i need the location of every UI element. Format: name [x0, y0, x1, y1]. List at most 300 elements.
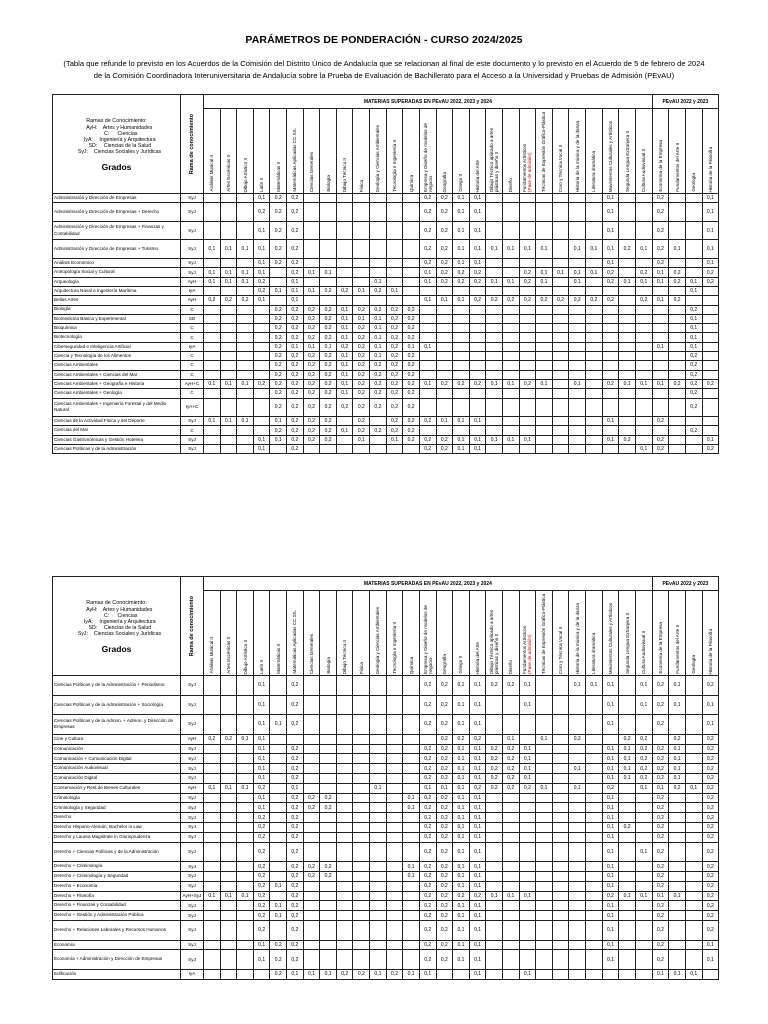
weight-cell [552, 901, 569, 911]
weight-cell [669, 314, 686, 323]
weight-cell: 0,1 [370, 333, 387, 342]
weight-cell [403, 950, 420, 970]
legend-code: SD: [88, 625, 98, 632]
subject-label: Matemáticas II [275, 162, 281, 192]
weight-cell: 0,2 [270, 203, 287, 222]
weight-cell [586, 744, 603, 754]
weight-cell: 0,2 [287, 695, 304, 715]
weight-cell [569, 286, 586, 295]
weight-cell: 0,2 [702, 813, 719, 823]
subject-label: Cultura Audiovisual II [641, 148, 647, 192]
weight-cell: 0,1 [453, 881, 470, 891]
weight-cell: 0,1 [419, 268, 436, 277]
degree-branch: C [181, 426, 204, 435]
weight-cell [602, 445, 619, 454]
weight-cell: 0,2 [635, 773, 652, 783]
weight-cell [569, 305, 586, 314]
weight-cell: 0,2 [336, 342, 353, 351]
weight-cell: 0,2 [685, 305, 702, 314]
weight-cell: 0,1 [669, 754, 686, 764]
weight-cell [320, 676, 337, 696]
weight-cell [586, 822, 603, 832]
weight-cell: 0,1 [453, 240, 470, 259]
weight-cell: 0,2 [669, 379, 686, 388]
weight-cell [204, 398, 221, 417]
weight-cell [586, 389, 603, 398]
weight-cell: 0,2 [652, 435, 669, 444]
degree-name: Edificación [53, 969, 181, 979]
weight-cell [436, 389, 453, 398]
degree-branch: SyJ [181, 445, 204, 454]
weight-cell [320, 754, 337, 764]
degree-branch: AyH [181, 296, 204, 305]
weight-cell: 0,1 [569, 240, 586, 259]
weight-cell [220, 333, 237, 342]
weight-cell [552, 783, 569, 793]
weight-cell [586, 259, 603, 268]
weight-cell [536, 435, 553, 444]
weight-cell [519, 950, 536, 970]
weight-cell [685, 259, 702, 268]
degree-name: Ciencias Ambientales [53, 361, 181, 370]
weight-cell [552, 813, 569, 823]
weight-cell [552, 715, 569, 735]
weight-cell: 0,1 [253, 240, 270, 259]
weight-cell [569, 793, 586, 803]
legend-code: SyJ: [77, 149, 88, 156]
weight-cell [569, 822, 586, 832]
weight-cell: 0,1 [685, 324, 702, 333]
weight-cell: 0,2 [702, 881, 719, 891]
weight-cell [586, 435, 603, 444]
weight-cell: 0,1 [353, 286, 370, 295]
header-group-row [53, 577, 719, 591]
weight-cell: 0,2 [436, 445, 453, 454]
weight-cell [220, 435, 237, 444]
subject-label: Geología [691, 655, 697, 674]
weight-cell [336, 734, 353, 744]
weight-cell: 0,2 [502, 296, 519, 305]
weight-cell [536, 813, 553, 823]
weight-cell [204, 793, 221, 803]
weight-cell [220, 324, 237, 333]
weight-cell [204, 221, 221, 240]
weight-cell [237, 361, 254, 370]
weight-cell: 0,2 [419, 901, 436, 911]
weight-cell: 0,2 [502, 744, 519, 754]
subject-label: Tecnología e Ingeniería II [392, 140, 397, 192]
weight-cell [552, 305, 569, 314]
subject-label: Ciencias Generales [308, 633, 314, 674]
weight-cell [586, 950, 603, 970]
subject-label: Historia de la Filosofía [707, 628, 713, 674]
weight-cell: 0,1 [287, 286, 304, 295]
weight-cell: 0,1 [652, 891, 669, 901]
weight-cell [436, 426, 453, 435]
weight-cell [669, 342, 686, 351]
weight-cell: 0,2 [403, 435, 420, 444]
weight-cell [685, 773, 702, 783]
weight-cell [635, 813, 652, 823]
weight-cell [536, 881, 553, 891]
weight-cell [519, 901, 536, 911]
weight-cell [569, 715, 586, 735]
weight-cell [403, 920, 420, 940]
weight-cell: 0,2 [619, 822, 636, 832]
subject-header [320, 591, 337, 676]
table-row [53, 744, 719, 754]
degree-name: Ciberseguridad e Inteligencia Artificial [53, 342, 181, 351]
weight-cell [353, 891, 370, 901]
weight-cell [370, 911, 387, 921]
weight-cell [685, 901, 702, 911]
weight-cell: 0,1 [502, 891, 519, 901]
weight-cell [669, 305, 686, 314]
weight-cell: 0,1 [469, 259, 486, 268]
weight-cell [569, 417, 586, 426]
weight-cell [502, 940, 519, 950]
weight-cell: 0,2 [419, 842, 436, 862]
weight-cell [370, 803, 387, 813]
degree-name: Ciencias Políticas y de la Admon. + Admon. y Dirección de Empresas [53, 715, 181, 735]
weight-cell: 0,2 [403, 379, 420, 388]
weight-cell: 0,2 [652, 259, 669, 268]
weight-cell [220, 715, 237, 735]
subject-header [370, 591, 387, 676]
weight-cell: 0,2 [652, 240, 669, 259]
weight-cell [204, 773, 221, 783]
table-row [53, 940, 719, 950]
weight-cell [220, 773, 237, 783]
weight-cell: 0,2 [287, 832, 304, 842]
subject-label: Historia del Arte [475, 641, 481, 674]
weight-cell: 0,1 [204, 277, 221, 286]
weight-cell [586, 715, 603, 735]
weight-cell [586, 342, 603, 351]
table-row [53, 194, 719, 203]
weight-cell: 0,1 [253, 754, 270, 764]
weight-cell: 0,2 [303, 803, 320, 813]
weight-cell [635, 305, 652, 314]
weight-cell [204, 862, 221, 872]
table-row [53, 286, 719, 295]
weight-cell [652, 324, 669, 333]
degree-branch: SyJ [181, 240, 204, 259]
weight-cell [519, 842, 536, 862]
weight-cell [552, 286, 569, 295]
weight-cell: 0,2 [386, 314, 403, 323]
weight-cell: 0,2 [253, 813, 270, 823]
weight-cell [602, 370, 619, 379]
weight-cell [519, 389, 536, 398]
weight-cell [685, 221, 702, 240]
weight-cell [370, 268, 387, 277]
weight-cell: 0,2 [419, 891, 436, 901]
subject-header [486, 591, 503, 676]
weight-cell: 0,2 [486, 754, 503, 764]
subject-header [486, 109, 503, 194]
weight-cell: 0,1 [685, 314, 702, 323]
weight-cell: 0,2 [519, 379, 536, 388]
subject-header [419, 591, 436, 676]
weight-cell: 0,1 [453, 259, 470, 268]
subject-label: Latín II [259, 659, 265, 674]
weight-cell [552, 361, 569, 370]
subject-header [253, 591, 270, 676]
degree-branch: IyA+C [181, 398, 204, 417]
weight-cell: 0,2 [403, 333, 420, 342]
weight-cell [336, 695, 353, 715]
weight-cell: 0,2 [453, 891, 470, 901]
weight-cell [669, 803, 686, 813]
weight-cell: 0,2 [702, 871, 719, 881]
weight-cell: 0,1 [702, 221, 719, 240]
weight-cell [536, 389, 553, 398]
weight-cell [536, 695, 553, 715]
weight-cell [303, 296, 320, 305]
subject-header [569, 591, 586, 676]
weight-cell: 0,2 [303, 417, 320, 426]
weight-cell [685, 268, 702, 277]
weight-cell: 0,1 [602, 871, 619, 881]
weight-cell: 0,2 [270, 259, 287, 268]
degree-name: Bellas Artes [53, 296, 181, 305]
weight-cell: 0,2 [419, 773, 436, 783]
weight-cell: 0,2 [386, 305, 403, 314]
weight-cell: 0,2 [403, 324, 420, 333]
weight-cell: 0,2 [287, 793, 304, 803]
weight-cell [519, 221, 536, 240]
legend-label: Artes y Humanidades [102, 606, 153, 613]
weight-cell [386, 773, 403, 783]
weight-cell [552, 342, 569, 351]
weight-cell [685, 676, 702, 696]
weight-cell [370, 950, 387, 970]
weight-cell [669, 361, 686, 370]
weight-cell [220, 342, 237, 351]
weight-cell [370, 296, 387, 305]
weight-cell: 0,2 [536, 296, 553, 305]
weight-cell: 0,2 [204, 734, 221, 744]
weight-cell [702, 352, 719, 361]
weight-cell: 0,1 [586, 676, 603, 696]
weight-cell: 0,1 [602, 676, 619, 696]
weight-cell [536, 901, 553, 911]
weight-cell: 0,2 [619, 734, 636, 744]
weight-cell: 0,2 [303, 426, 320, 435]
weight-cell: 0,1 [469, 764, 486, 774]
weight-cell: 0,2 [652, 920, 669, 940]
weight-cell: 0,1 [237, 734, 254, 744]
subject-label: Geografía [441, 171, 447, 192]
subject-label: Dibujo Técnico aplicado a artes plásticas y diseño II [489, 609, 500, 674]
weight-cell [619, 221, 636, 240]
weight-cell: 0,2 [469, 277, 486, 286]
weight-cell [669, 940, 686, 950]
weight-cell: 0,2 [287, 259, 304, 268]
weight-cell [220, 370, 237, 379]
weight-cell [502, 259, 519, 268]
weight-cell [253, 342, 270, 351]
weight-cell [453, 342, 470, 351]
weight-cell: 0,1 [453, 940, 470, 950]
weight-cell: 0,1 [253, 764, 270, 774]
degree-name: Ciencia y Tecnología de los Alimentos [53, 352, 181, 361]
weight-cell [386, 940, 403, 950]
weight-cell: 0,1 [652, 277, 669, 286]
weight-cell: 0,1 [669, 695, 686, 715]
weight-cell: 0,2 [669, 783, 686, 793]
subject-label: Latín II [259, 177, 265, 192]
weight-cell [436, 333, 453, 342]
weight-cell: 0,2 [253, 379, 270, 388]
weight-cell [237, 881, 254, 891]
weight-cell: 0,2 [586, 296, 603, 305]
weight-cell [552, 221, 569, 240]
weight-cell [320, 822, 337, 832]
weight-cell [386, 891, 403, 901]
weight-cell [386, 822, 403, 832]
weight-cell: 0,1 [419, 342, 436, 351]
weight-cell [204, 389, 221, 398]
weight-cell: 0,2 [287, 950, 304, 970]
weight-cell [303, 783, 320, 793]
weight-cell: 0,2 [287, 361, 304, 370]
weight-cell [685, 911, 702, 921]
legend-item [54, 149, 179, 155]
weight-cell [237, 793, 254, 803]
weight-cell [669, 793, 686, 803]
weight-cell [586, 352, 603, 361]
weight-cell [619, 259, 636, 268]
table-row [53, 813, 719, 823]
weight-cell [569, 398, 586, 417]
weight-cell: 0,1 [336, 379, 353, 388]
weight-cell [702, 398, 719, 417]
weight-cell [486, 695, 503, 715]
degree-name: Derecho + Criminología y Seguridad [53, 871, 181, 881]
weight-cell: 0,2 [403, 370, 420, 379]
weight-cell [419, 305, 436, 314]
weight-cell: 0,1 [453, 695, 470, 715]
weight-cell: 0,2 [436, 259, 453, 268]
weight-cell: 0,1 [253, 744, 270, 754]
degree-name: Ciencias Gastronómicas y Gestión Hotelera [53, 435, 181, 444]
subject-header [619, 591, 636, 676]
table-row [53, 370, 719, 379]
weight-cell: 0,2 [519, 268, 536, 277]
subject-label: Fundamentos Artísticos (Pase de admisión) [522, 143, 533, 192]
weight-cell [669, 426, 686, 435]
weight-cell [403, 822, 420, 832]
weight-cell: 0,2 [419, 676, 436, 696]
weight-cell [552, 871, 569, 881]
weight-cell [370, 793, 387, 803]
weight-cell [237, 352, 254, 361]
weight-cell: 0,1 [602, 862, 619, 872]
weight-cell [586, 911, 603, 921]
subject-label: Dibujo Artístico II [242, 639, 248, 674]
group-header-main: MATERIAS SUPERADAS EN PEvAU 2022, 2023 y 2024 [204, 577, 653, 591]
degree-name: Derecho + Relaciones Laborales y Recursos Humanos [53, 920, 181, 940]
weight-cell [336, 862, 353, 872]
weight-cell [386, 862, 403, 872]
weight-cell [552, 203, 569, 222]
weight-cell [635, 435, 652, 444]
weight-cell [336, 891, 353, 901]
weight-cell [336, 194, 353, 203]
weight-cell [552, 754, 569, 764]
subject-label: Coro y Técnica Vocal II [558, 626, 564, 674]
weight-cell [419, 426, 436, 435]
weight-cell [519, 803, 536, 813]
weight-cell: 0,1 [303, 268, 320, 277]
weight-cell: 0,1 [536, 783, 553, 793]
weight-cell: 0,1 [237, 277, 254, 286]
weight-cell: 0,2 [270, 379, 287, 388]
weight-cell [253, 417, 270, 426]
weight-cell [552, 920, 569, 940]
weight-cell [204, 203, 221, 222]
weight-cell [685, 871, 702, 881]
degree-name: Ciencias Ambientales + Ciencias del Mar [53, 370, 181, 379]
weight-cell [569, 259, 586, 268]
weight-cell: 0,1 [204, 891, 221, 901]
weight-cell: 0,1 [619, 277, 636, 286]
weight-cell [486, 221, 503, 240]
weight-cell [204, 803, 221, 813]
weight-cell [220, 221, 237, 240]
weight-cell [586, 773, 603, 783]
weight-cell [502, 194, 519, 203]
weight-cell [303, 277, 320, 286]
degree-branch: SyJ [181, 940, 204, 950]
weight-cell: 0,2 [602, 277, 619, 286]
weight-cell [403, 783, 420, 793]
weight-cell: 0,1 [519, 676, 536, 696]
weight-cell: 0,2 [436, 891, 453, 901]
weight-cell [552, 435, 569, 444]
weight-cell [702, 969, 719, 979]
weight-cell: 0,1 [453, 435, 470, 444]
weight-cell [353, 901, 370, 911]
weight-cell [486, 286, 503, 295]
weight-cell [502, 813, 519, 823]
subject-label: Economía de la Empresa [657, 622, 663, 674]
table-row [53, 871, 719, 881]
weight-cell [652, 389, 669, 398]
weight-cell [336, 842, 353, 862]
degree-name: Ciencias Ambientales + Geografía e Historia [53, 379, 181, 388]
weight-cell: 0,1 [702, 240, 719, 259]
weight-cell: 0,1 [220, 240, 237, 259]
weight-cell: 0,2 [702, 793, 719, 803]
weight-cell [669, 435, 686, 444]
group-header-old: PEvAU 2022 y 2023 [652, 95, 718, 109]
weight-cell: 0,2 [320, 435, 337, 444]
weight-cell: 0,1 [370, 314, 387, 323]
weight-cell [220, 950, 237, 970]
weight-cell: 0,2 [253, 832, 270, 842]
weight-cell [536, 911, 553, 921]
weight-cell [619, 813, 636, 823]
weight-cell [353, 871, 370, 881]
weight-cell [237, 822, 254, 832]
weight-cell: 0,1 [469, 203, 486, 222]
weight-cell [253, 324, 270, 333]
weight-cell: 0,2 [386, 361, 403, 370]
weight-cell: 0,1 [237, 417, 254, 426]
